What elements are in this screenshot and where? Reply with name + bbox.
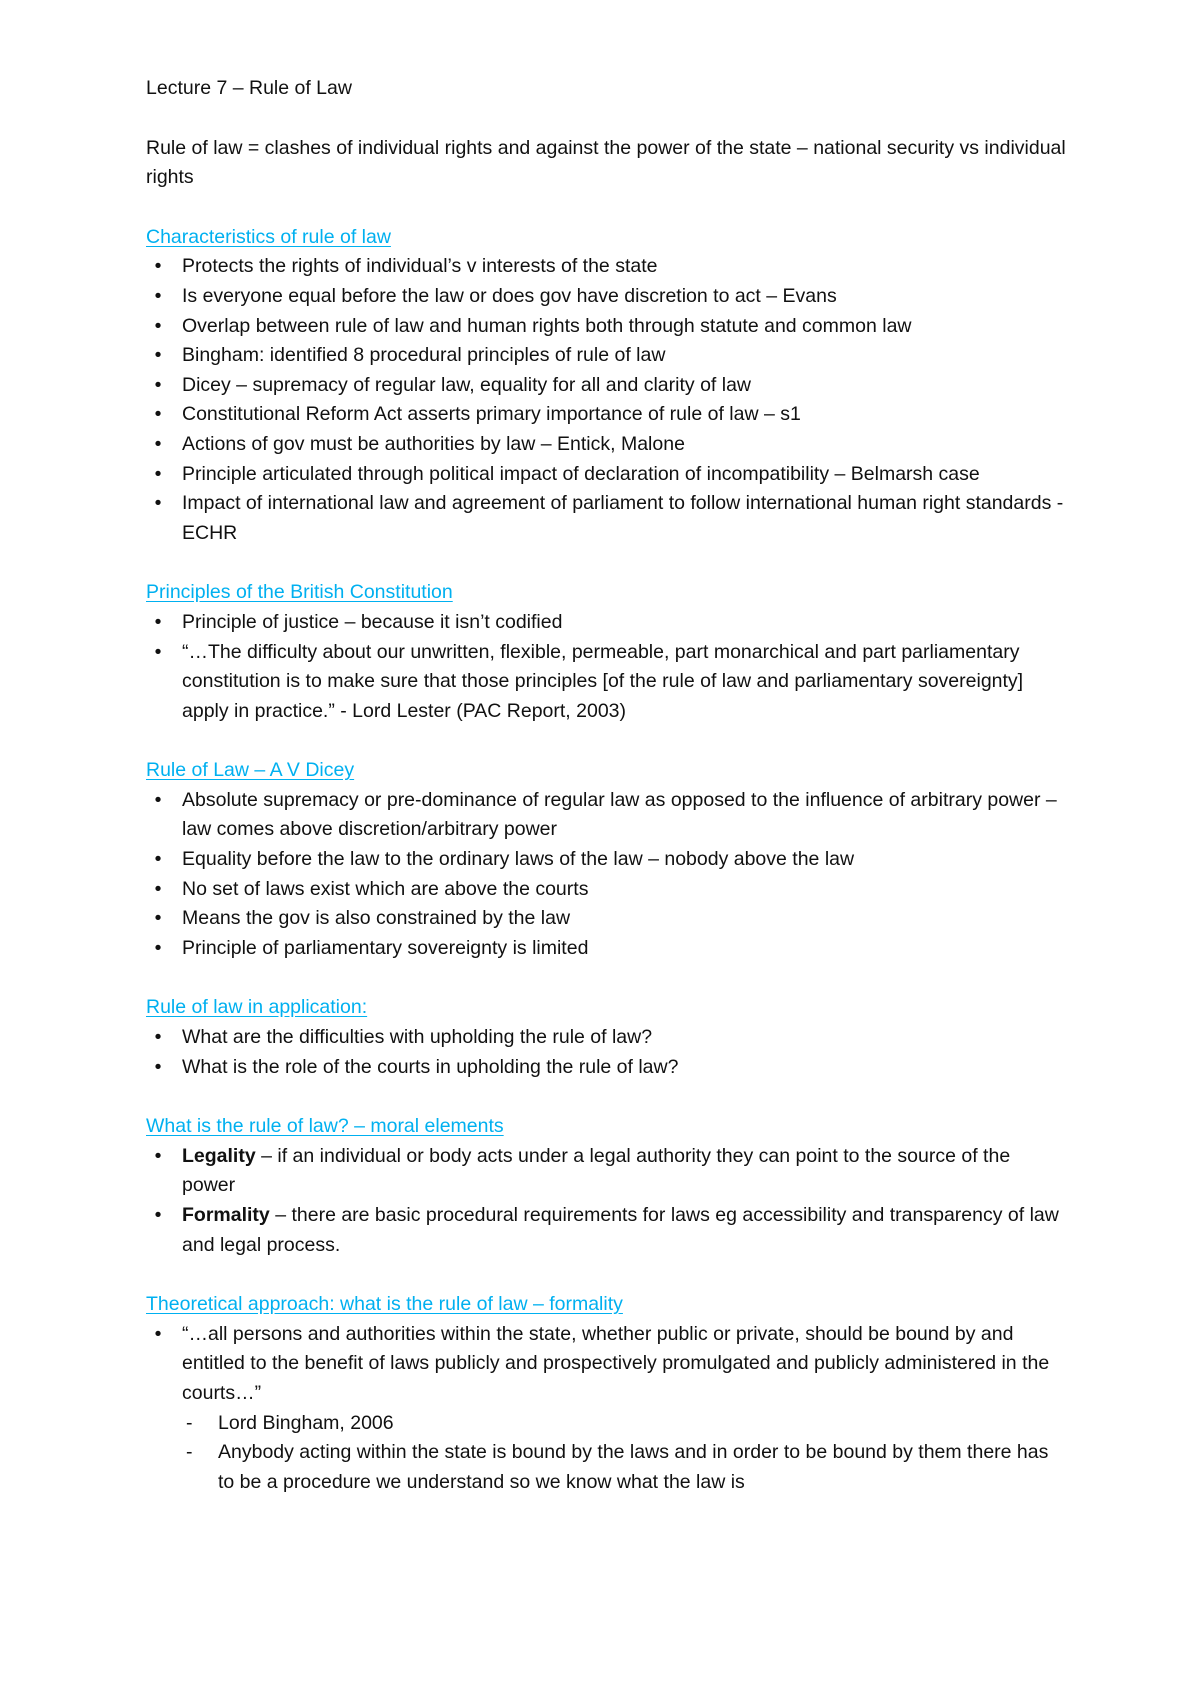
section-characteristics	[146, 223, 1066, 549]
dash-item: - Anybody acting within the state is bound by the laws and in order to be bound by them there has to be a procedure we understand so we know what the law is	[182, 1438, 1066, 1497]
bullet-list	[146, 252, 1066, 548]
bullet-icon: •	[154, 877, 162, 900]
page-title: Lecture 7 – Rule of Law	[146, 77, 352, 99]
bullet-icon: •	[154, 1144, 162, 1167]
bullet-icon: •	[154, 373, 162, 396]
dash-item: - Lord Bingham, 2006	[182, 1409, 1066, 1439]
bullet-icon: •	[154, 255, 162, 278]
list-item: • Protects the rights of individual’s v interests of the state	[146, 252, 1066, 282]
section-heading: What is the rule of law? – moral elements	[146, 1115, 504, 1138]
list-item: • Actions of gov must be authorities by law – Entick, Malone	[146, 430, 1066, 460]
bullet-icon: •	[154, 610, 162, 633]
list-item: • Bingham: identified 8 procedural principles of rule of law	[146, 341, 1066, 371]
list-item: • Absolute supremacy or pre-dominance of regular law as opposed to the influence of arbitrary power – law comes above discretion/arbitrary power	[146, 786, 1066, 845]
list-item: • Equality before the law to the ordinary laws of the law – nobody above the law	[146, 845, 1066, 875]
bullet-list	[146, 1320, 1066, 1498]
bullet-icon: •	[154, 936, 162, 959]
list-item: • Is everyone equal before the law or does gov have discretion to act – Evans	[146, 282, 1066, 312]
bullet-icon: •	[154, 1026, 162, 1049]
list-item: • Legality – if an individual or body acts under a legal authority they can point to the source of the power	[146, 1142, 1066, 1201]
dash-icon: -	[186, 1441, 193, 1464]
bullet-icon: •	[154, 284, 162, 307]
bullet-list	[146, 1142, 1066, 1260]
section-heading: Theoretical approach: what is the rule of law – formality	[146, 1293, 623, 1316]
list-item: • No set of laws exist which are above the courts	[146, 875, 1066, 905]
bullet-icon: •	[154, 1055, 162, 1078]
bullet-icon: •	[154, 314, 162, 337]
bullet-icon: •	[154, 1322, 162, 1345]
section-theoretical-approach	[146, 1290, 1066, 1497]
dash-list	[182, 1409, 1066, 1498]
list-item: • Means the gov is also constrained by the law	[146, 904, 1066, 934]
bullet-icon: •	[154, 462, 162, 485]
bullet-icon: •	[154, 492, 162, 515]
bingham-quote: “…all persons and authorities within the state, whether public or private, should be bound by and entitled to the benefit of laws publicly and prospectively promulgated and publicly administered in the courts…”	[182, 1322, 1050, 1404]
list-item: • Overlap between rule of law and human rights both through statute and common law	[146, 312, 1066, 342]
list-item	[146, 1320, 1066, 1498]
bullet-icon: •	[154, 788, 162, 811]
bullet-icon: •	[154, 432, 162, 455]
section-moral-elements	[146, 1112, 1066, 1260]
list-item: • Formality – there are basic procedural requirements for laws eg accessibility and transparency of law and legal process.	[146, 1201, 1066, 1260]
intro-paragraph: Rule of law = clashes of individual rights and against the power of the state – national security vs individual rights	[146, 136, 1066, 189]
bullet-icon: •	[154, 344, 162, 367]
section-heading: Principles of the British Constitution	[146, 581, 453, 604]
term-legality: Legality	[182, 1144, 256, 1167]
bullet-icon: •	[154, 640, 162, 663]
bullet-list	[146, 1023, 1066, 1082]
section-british-constitution	[146, 578, 1066, 726]
section-dicey	[146, 756, 1066, 963]
bullet-icon: •	[154, 848, 162, 871]
bullet-icon: •	[154, 403, 162, 426]
list-item: • What is the role of the courts in upholding the rule of law?	[146, 1053, 1066, 1083]
bullet-icon: •	[154, 907, 162, 930]
list-item: • Constitutional Reform Act asserts primary importance of rule of law – s1	[146, 400, 1066, 430]
list-item: • What are the difficulties with upholding the rule of law?	[146, 1023, 1066, 1053]
section-application	[146, 993, 1066, 1082]
list-item: • Principle of parliamentary sovereignty is limited	[146, 934, 1066, 964]
list-item: • Impact of international law and agreement of parliament to follow international human right standards - ECHR	[146, 489, 1066, 548]
document-body	[146, 74, 1066, 1497]
section-heading: Rule of Law – A V Dicey	[146, 759, 355, 782]
list-item: • Principle of justice – because it isn’t codified	[146, 608, 1066, 638]
list-item: • Principle articulated through political impact of declaration of incompatibility – Belmarsh case	[146, 460, 1066, 490]
list-item: • “…The difficulty about our unwritten, flexible, permeable, part monarchical and part parliamentary constitution is to make sure that those principles [of the rule of law and parliamentary sovereignty] apply in practice.” - Lord Lester (PAC Report, 2003)	[146, 638, 1066, 727]
term-formality: Formality	[182, 1204, 270, 1226]
section-heading: Characteristics of rule of law	[146, 225, 391, 248]
list-item: • Dicey – supremacy of regular law, equality for all and clarity of law	[146, 371, 1066, 401]
section-heading: Rule of law in application:	[146, 996, 368, 1019]
dash-icon: -	[186, 1411, 193, 1434]
bullet-icon: •	[154, 1204, 162, 1226]
bullet-list	[146, 608, 1066, 726]
bullet-list	[146, 786, 1066, 964]
